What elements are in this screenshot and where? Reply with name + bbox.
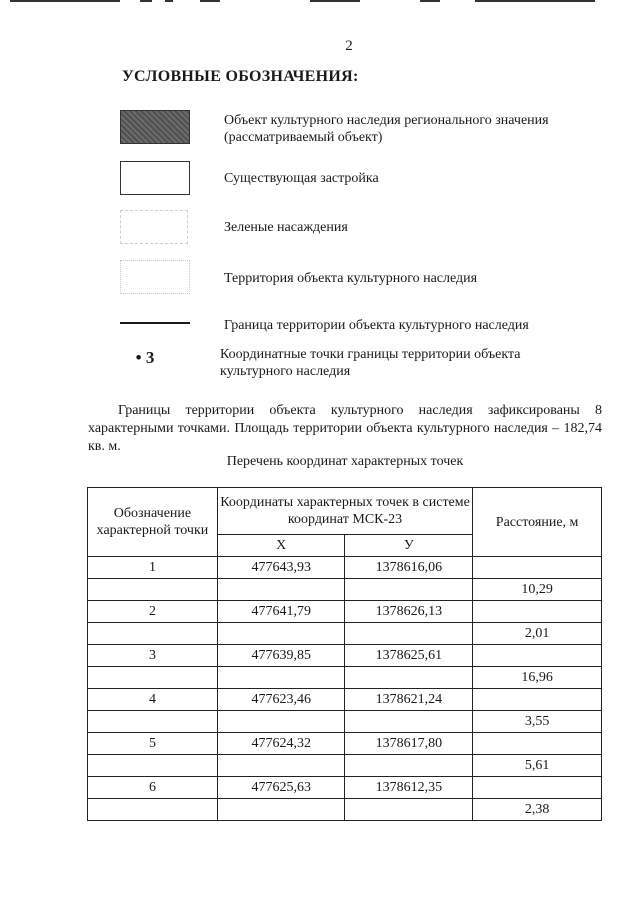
distance-cell xyxy=(473,557,602,579)
point-cell: 6 xyxy=(88,777,218,799)
territory-description: Границы территории объекта культурного наследия зафиксированы 8 характерными точками. Площадь территории объекта культурного наследия – 182,74 кв. м. xyxy=(88,403,602,454)
point-cell xyxy=(88,799,218,821)
header-y: У xyxy=(345,535,473,557)
table-row xyxy=(88,711,602,733)
x-cell: 477625,63 xyxy=(217,777,345,799)
distance-cell xyxy=(473,777,602,799)
page-number: 2 xyxy=(345,38,353,54)
point-cell: 3 xyxy=(88,645,218,667)
x-cell xyxy=(217,579,345,601)
x-cell: 477639,85 xyxy=(217,645,345,667)
y-cell: 1378621,24 xyxy=(345,689,473,711)
point-cell xyxy=(88,667,218,689)
distance-cell: 5,61 xyxy=(473,755,602,777)
header-coordinates: Координаты характерных точек в системе координат МСК-23 xyxy=(217,488,472,535)
scan-artifact xyxy=(10,0,120,2)
legend-label: Существующая застройка xyxy=(224,171,379,186)
x-cell xyxy=(217,667,345,689)
y-cell xyxy=(345,579,473,601)
scan-artifact xyxy=(420,0,440,2)
table-row xyxy=(88,601,602,623)
coordinates-table xyxy=(87,487,602,821)
point-cell xyxy=(88,711,218,733)
scan-artifact xyxy=(165,0,173,2)
x-cell xyxy=(217,755,345,777)
table-row xyxy=(88,689,602,711)
x-cell xyxy=(217,623,345,645)
distance-cell xyxy=(473,645,602,667)
header-designation: Обозначение характерной точки xyxy=(88,488,218,557)
table-row xyxy=(88,777,602,799)
y-cell xyxy=(345,755,473,777)
distance-cell xyxy=(473,733,602,755)
point-cell xyxy=(88,623,218,645)
heritage-territory-symbol xyxy=(120,260,190,294)
legend-label: Граница территории объекта культурного наследия xyxy=(224,318,529,333)
table-row xyxy=(88,623,602,645)
point-cell: 2 xyxy=(88,601,218,623)
heritage-object-symbol xyxy=(120,110,190,144)
legend-label: Координатные точки границы территории объекта культурного наследия xyxy=(220,347,521,379)
y-cell xyxy=(345,667,473,689)
table-row xyxy=(88,645,602,667)
distance-cell xyxy=(473,601,602,623)
x-cell xyxy=(217,799,345,821)
distance-cell: 3,55 xyxy=(473,711,602,733)
header-distance: Расстояние, м xyxy=(473,488,602,557)
point-cell: 4 xyxy=(88,689,218,711)
scan-artifact xyxy=(475,0,595,2)
y-cell xyxy=(345,623,473,645)
table-row xyxy=(88,799,602,821)
point-cell: 5 xyxy=(88,733,218,755)
distance-cell xyxy=(473,689,602,711)
existing-buildings-symbol xyxy=(120,161,190,195)
table-row xyxy=(88,557,602,579)
point-cell xyxy=(88,579,218,601)
x-cell: 477624,32 xyxy=(217,733,345,755)
boundary-line-symbol xyxy=(120,322,190,324)
table-row xyxy=(88,733,602,755)
point-cell: 1 xyxy=(88,557,218,579)
table-row xyxy=(88,667,602,689)
y-cell xyxy=(345,711,473,733)
distance-cell: 2,01 xyxy=(473,623,602,645)
scan-artifact xyxy=(200,0,220,2)
y-cell: 1378617,80 xyxy=(345,733,473,755)
legend-title: УСЛОВНЫЕ ОБОЗНАЧЕНИЯ: xyxy=(122,68,359,85)
y-cell: 1378616,06 xyxy=(345,557,473,579)
coordinate-point-symbol: • 3 xyxy=(135,348,155,367)
x-cell: 477641,79 xyxy=(217,601,345,623)
distance-cell: 2,38 xyxy=(473,799,602,821)
y-cell: 1378626,13 xyxy=(345,601,473,623)
scan-artifact xyxy=(140,0,152,2)
green-spaces-symbol xyxy=(120,210,188,244)
x-cell: 477643,93 xyxy=(217,557,345,579)
distance-cell: 16,96 xyxy=(473,667,602,689)
table-caption: Перечень координат характерных точек xyxy=(226,454,464,469)
distance-cell: 10,29 xyxy=(473,579,602,601)
legend-label: Территория объекта культурного наследия xyxy=(224,271,478,286)
table-row xyxy=(88,755,602,777)
y-cell: 1378625,61 xyxy=(345,645,473,667)
x-cell xyxy=(217,711,345,733)
legend-label: Зеленые насаждения xyxy=(224,220,348,235)
legend-label: Объект культурного наследия регионального значения (рассматриваемый объект) xyxy=(224,113,549,145)
point-cell xyxy=(88,755,218,777)
header-x: Х xyxy=(217,535,345,557)
y-cell: 1378612,35 xyxy=(345,777,473,799)
table-row xyxy=(88,579,602,601)
x-cell: 477623,46 xyxy=(217,689,345,711)
scan-artifact xyxy=(310,0,360,2)
y-cell xyxy=(345,799,473,821)
